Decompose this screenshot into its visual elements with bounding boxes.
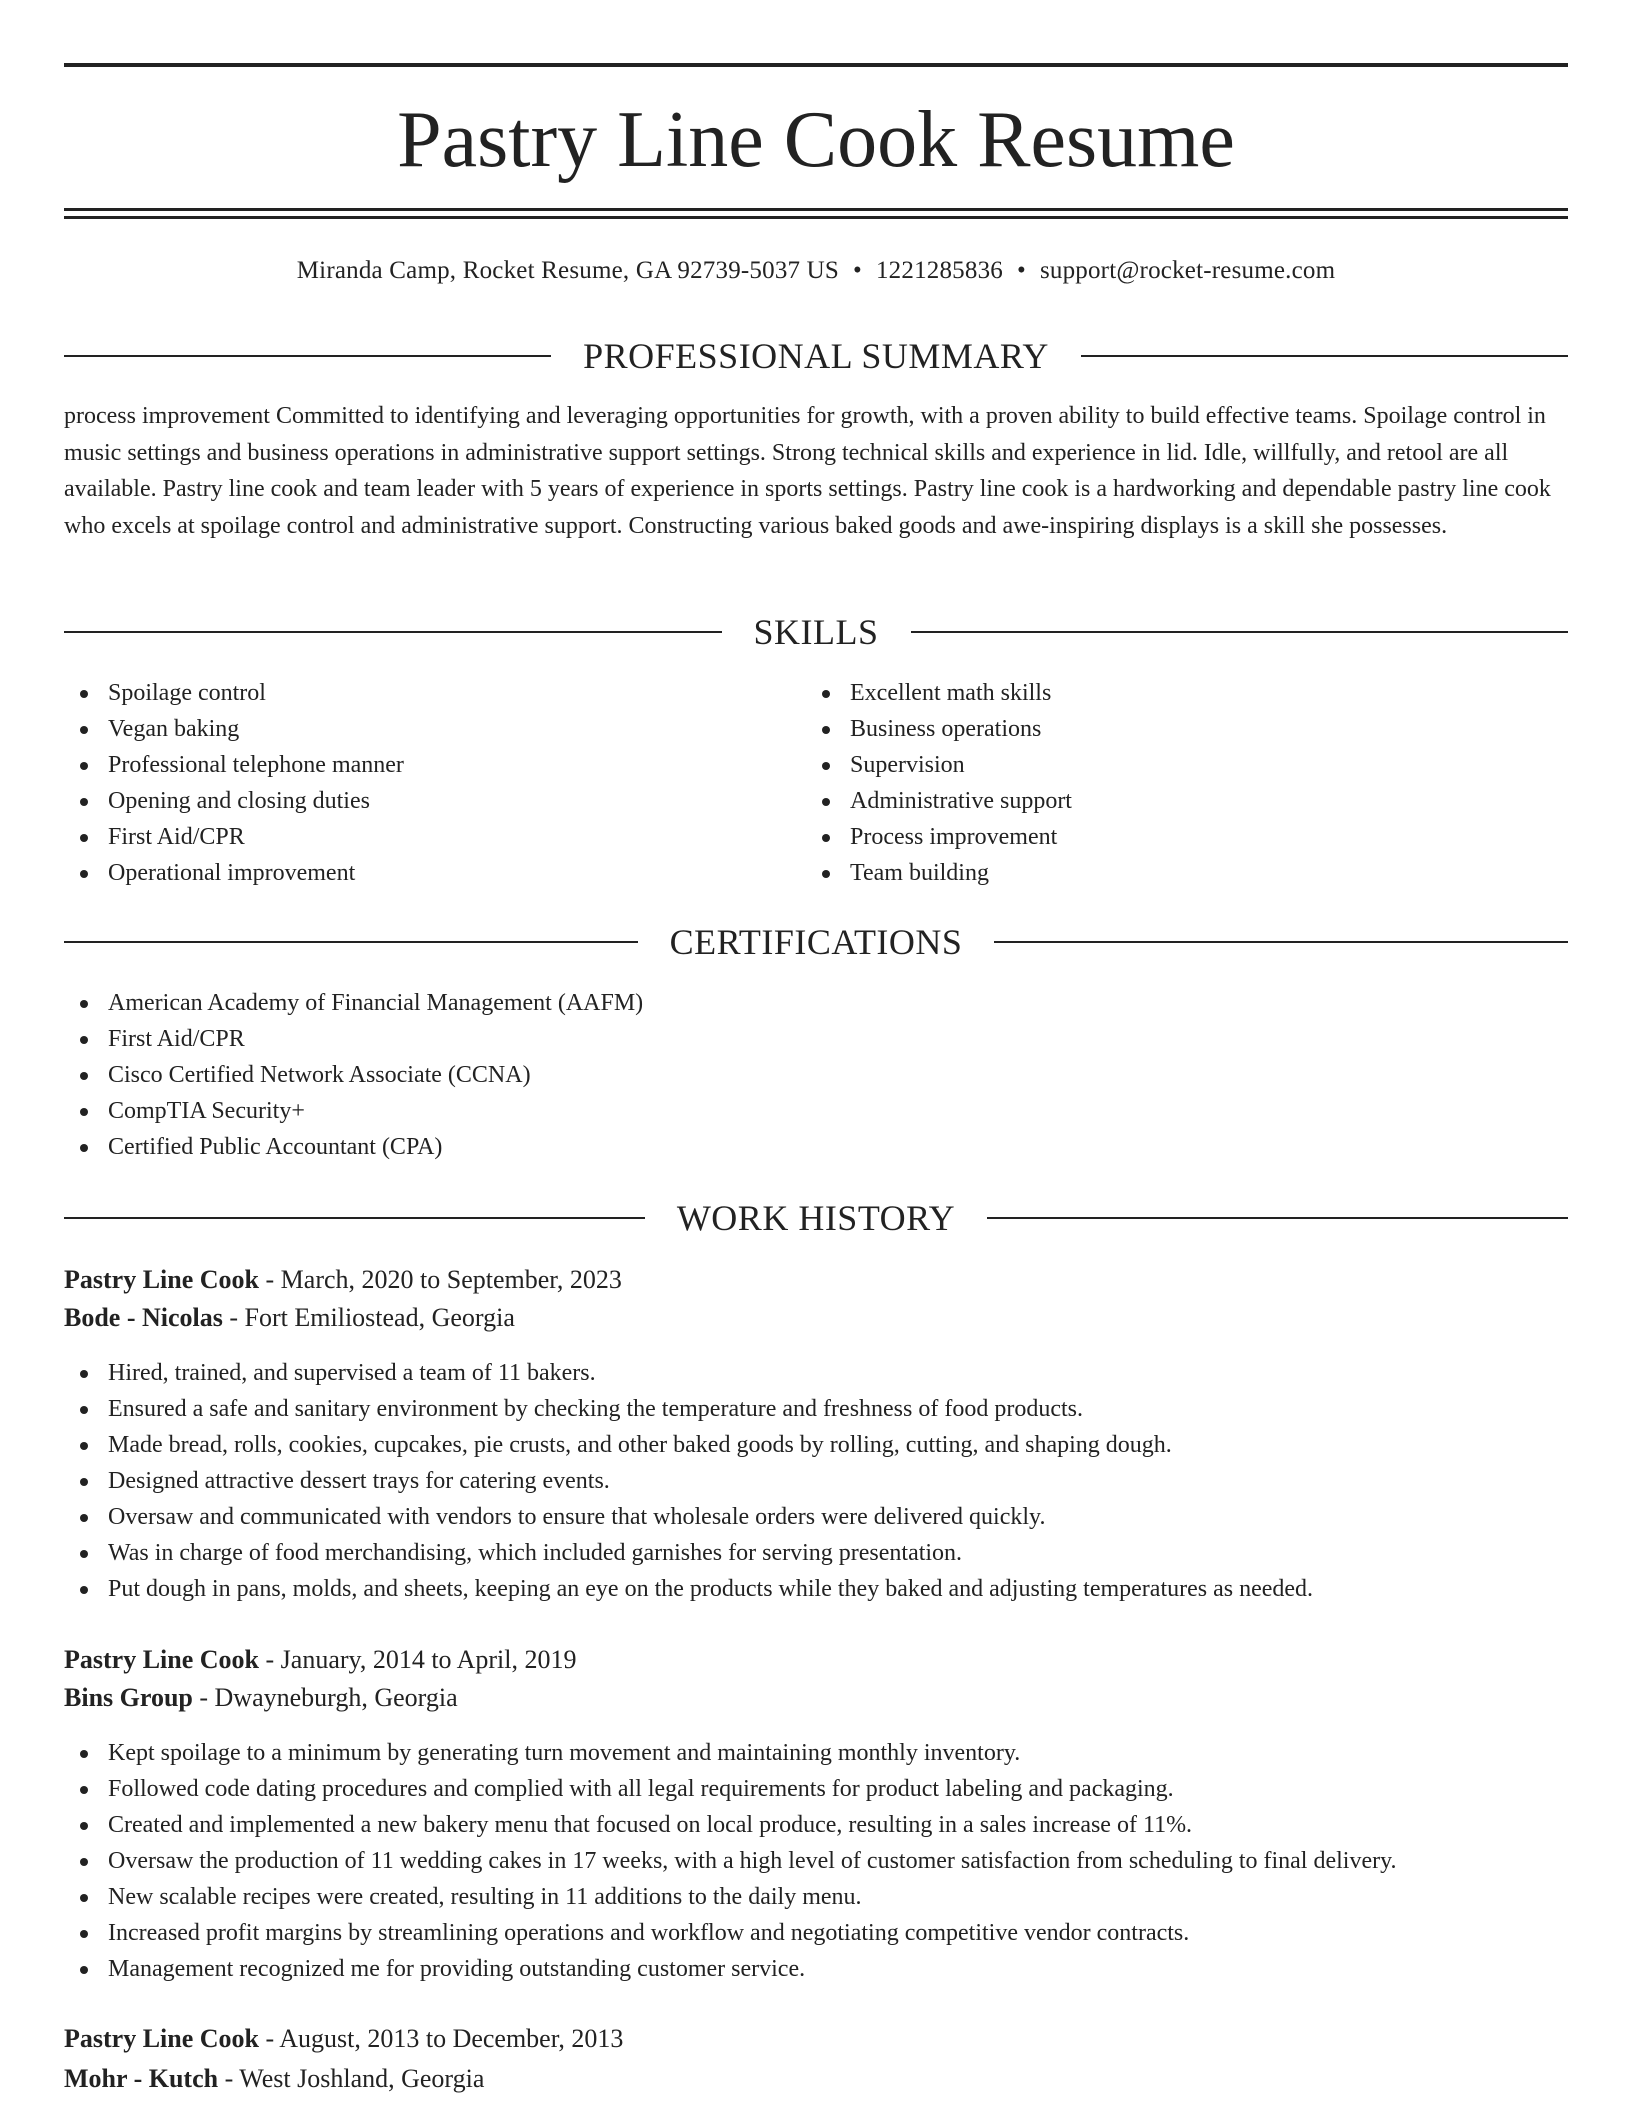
job-title-line	[64, 1642, 1568, 1678]
job-duties-list	[64, 1735, 1568, 1987]
skills-section-heading	[64, 610, 1568, 654]
heading-rule-right	[911, 631, 1569, 633]
job-dates: - March, 2020 to September, 2023	[259, 1265, 622, 1294]
job-duty-item: Kept spoilage to a minimum by generating turn movement and maintaining monthly inventory.	[64, 1735, 1568, 1771]
contact-address: Miranda Camp, Rocket Resume, GA 92739-5037 US	[296, 257, 840, 284]
skill-item: Operational improvement	[64, 855, 804, 891]
job-duty-item: New scalable recipes were created, resulting in 11 additions to the daily menu.	[64, 1879, 1568, 1915]
job-duty-item: Made bread, rolls, cookies, cupcakes, pie crusts, and other baked goods by rolling, cutting, and shaping dough.	[64, 1427, 1568, 1463]
job-duty-item: Oversaw and communicated with vendors to ensure that wholesale orders were delivered quickly.	[64, 1499, 1568, 1535]
job-company: Bins Group	[64, 1683, 193, 1712]
skills-list-right	[806, 675, 1546, 891]
top-rule	[64, 63, 1568, 67]
contact-email: support@rocket-resume.com	[1039, 257, 1336, 284]
skills-heading-label: SKILLS	[753, 612, 879, 652]
job-title: Pastry Line Cook	[64, 1265, 259, 1294]
contact-separator: •	[1016, 257, 1026, 284]
heading-rule-left	[64, 355, 551, 357]
skill-item: Vegan baking	[64, 711, 804, 747]
summary-text: process improvement Committed to identifying and leveraging opportunities for growth, with a proven ability to build effective teams. Spoilage control in music settings and business operations in administrative support settings. Strong technical skills and experience in lid. Idle, willfully, and retool are all available. Pastry line cook and team leader with 5 years of experience in sports settings. Pastry line cook is a hardworking and dependable pastry line cook who excels at spoilage control and administrative support. Constructing various baked goods and awe-inspiring displays is a skill she possesses.	[64, 403, 1551, 539]
job-dates: - August, 2013 to December, 2013	[259, 2024, 624, 2053]
skill-item: Spoilage control	[64, 675, 804, 711]
certifications-list	[64, 985, 1568, 1165]
skill-item: Business operations	[806, 711, 1546, 747]
skill-item: Excellent math skills	[806, 675, 1546, 711]
heading-rule-left	[64, 941, 638, 943]
job-duty-item: Created and implemented a new bakery menu that focused on local produce, resulting in a sales increase of 11%.	[64, 1807, 1568, 1843]
job-company: Mohr - Kutch	[64, 2064, 219, 2093]
skill-item: Supervision	[806, 747, 1546, 783]
certification-item: CompTIA Security+	[64, 1093, 1568, 1129]
heading-rule-left	[64, 1217, 645, 1219]
job-title-line	[64, 1262, 1568, 1298]
heading-rule-right	[987, 1217, 1568, 1219]
job-company-line	[64, 1680, 1568, 1716]
work-history-heading-label: WORK HISTORY	[676, 1198, 956, 1238]
resume-title: Pastry Line Cook Resume	[397, 96, 1235, 184]
skill-item: Team building	[806, 855, 1546, 891]
title-rule-lower	[64, 216, 1568, 219]
job-duty-item: Increased profit margins by streamlining operations and workflow and negotiating competitive vendor contracts.	[64, 1915, 1568, 1951]
job-location: - Fort Emiliostead, Georgia	[222, 1303, 515, 1332]
heading-rule-left	[64, 631, 722, 633]
contact-phone: 1221285836	[875, 257, 1003, 284]
certification-item: First Aid/CPR	[64, 1021, 1568, 1057]
certifications-heading-label: CERTIFICATIONS	[669, 922, 963, 962]
certifications-section-heading	[64, 920, 1568, 964]
job-company: Bode - Nicolas	[64, 1303, 223, 1332]
work-history-section-heading	[64, 1196, 1568, 1240]
contact-line	[64, 254, 1568, 288]
certification-item: Certified Public Accountant (CPA)	[64, 1129, 1568, 1165]
job-duties-list	[64, 1355, 1568, 1607]
summary-section-heading	[64, 334, 1568, 378]
summary-heading-label: PROFESSIONAL SUMMARY	[583, 336, 1049, 376]
job-duty-item: Put dough in pans, molds, and sheets, keeping an eye on the products while they baked and adjusting temperatures as needed.	[64, 1571, 1568, 1607]
job-duty-item: Oversaw the production of 11 wedding cakes in 17 weeks, with a high level of customer satisfaction from scheduling to final delivery.	[64, 1843, 1568, 1879]
job-location: - West Joshland, Georgia	[218, 2064, 485, 2093]
skills-list-left	[64, 675, 804, 891]
skill-item: Process improvement	[806, 819, 1546, 855]
job-duty-item: Designed attractive dessert trays for catering events.	[64, 1463, 1568, 1499]
job-title: Pastry Line Cook	[64, 2024, 259, 2053]
job-title: Pastry Line Cook	[64, 1645, 259, 1674]
job-title-line	[64, 2021, 1568, 2057]
job-duty-item: Was in charge of food merchandising, which included garnishes for serving presentation.	[64, 1535, 1568, 1571]
job-company-line	[64, 2061, 1568, 2097]
job-dates: - January, 2014 to April, 2019	[259, 1645, 577, 1674]
job-duty-item: Management recognized me for providing outstanding customer service.	[64, 1951, 1568, 1987]
title-rule-upper	[64, 208, 1568, 211]
heading-rule-right	[994, 941, 1568, 943]
job-duty-item: Ensured a safe and sanitary environment by checking the temperature and freshness of food products.	[64, 1391, 1568, 1427]
heading-rule-right	[1081, 355, 1568, 357]
skill-item: First Aid/CPR	[64, 819, 804, 855]
job-duty-item: Followed code dating procedures and complied with all legal requirements for product labeling and packaging.	[64, 1771, 1568, 1807]
skill-item: Opening and closing duties	[64, 783, 804, 819]
contact-separator: •	[853, 257, 862, 284]
certification-item: American Academy of Financial Management (AAFM)	[64, 985, 1568, 1021]
skill-item: Administrative support	[806, 783, 1546, 819]
job-duty-item: Hired, trained, and supervised a team of 11 bakers.	[64, 1355, 1568, 1391]
job-company-line	[64, 1300, 1568, 1336]
job-location: - Dwayneburgh, Georgia	[192, 1683, 458, 1712]
skill-item: Professional telephone manner	[64, 747, 804, 783]
certification-item: Cisco Certified Network Associate (CCNA)	[64, 1057, 1568, 1093]
